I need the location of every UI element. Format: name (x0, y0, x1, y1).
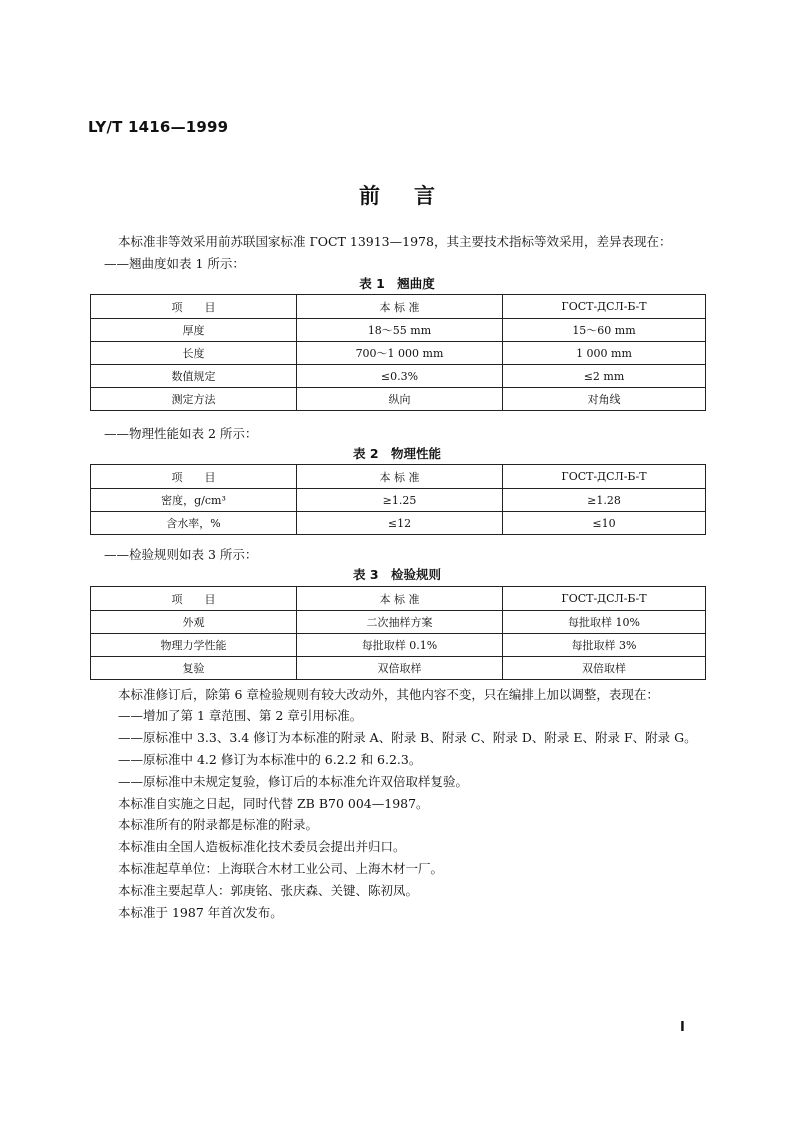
table-cell: ≥1.28 (503, 489, 706, 512)
table-cell: 厚度 (91, 319, 297, 342)
table-row (91, 365, 706, 388)
table-row (91, 657, 706, 680)
table-header-cell: 项 目 (91, 295, 297, 319)
closing-dash-item: ——原标准中未规定复验，修订后的本标准允许双倍取样复验。 (118, 774, 469, 789)
table-cell: 纵向 (297, 388, 503, 411)
table-row (91, 512, 706, 535)
table-row (91, 611, 706, 634)
closing-dash-item: ——原标准中 4.2 修订为本标准中的 6.2.2 和 6.2.3。 (118, 752, 422, 767)
closing-paragraph: 本标准所有的附录都是标准的附录。 (118, 817, 319, 832)
table1-header-row (91, 295, 706, 319)
closing-dash-item: ——原标准中 3.3、3.4 修订为本标准的附录 A、附录 B、附录 C、附录 D、附录 E、附录 F、附录 G。 (118, 730, 697, 745)
table-row (91, 319, 706, 342)
intro-dash-table1: ——翘曲度如表 1 所示： (104, 256, 245, 271)
closing-dash-item: ——增加了第 1 章范围、第 2 章引用标准。 (118, 708, 363, 723)
table-cell: 每批取样 0.1% (297, 634, 503, 657)
table-cell: 数值规定 (91, 365, 297, 388)
table-cell: 700～1 000 mm (297, 342, 503, 365)
table-header-cell: ГОСТ-ДСЛ-Б-Т (503, 465, 706, 489)
table-header-cell: 本 标 准 (297, 465, 503, 489)
table-cell: 外观 (91, 611, 297, 634)
closing-paragraph: 本标准修订后，除第 6 章检验规则有较大改动外，其他内容不变，只在编排上加以调整，表现在： (118, 687, 659, 702)
closing-paragraph: 本标准由全国人造板标准化技术委员会提出并归口。 (118, 839, 406, 854)
table-cell: 复验 (91, 657, 297, 680)
table3 (90, 586, 706, 680)
table-cell: 长度 (91, 342, 297, 365)
table1 (90, 294, 706, 411)
table-cell: 每批取样 10% (503, 611, 706, 634)
table-row (91, 342, 706, 365)
table2-header-row (91, 465, 706, 489)
table-row (91, 388, 706, 411)
table-header-cell: ГОСТ-ДСЛ-Б-Т (503, 587, 706, 611)
table-cell: 含水率，% (91, 512, 297, 535)
table-cell: ≤0.3% (297, 365, 503, 388)
closing-paragraph: 本标准起草单位：上海联合木材工业公司、上海木材一厂。 (118, 861, 444, 876)
table-row (91, 634, 706, 657)
table2 (90, 464, 706, 535)
page-title: 前言 (359, 184, 469, 208)
table-cell: ≤12 (297, 512, 503, 535)
intro-paragraph: 本标准非等效采用前苏联国家标准 ГОСТ 13913—1978，其主要技术指标等效采用，差异表现在： (118, 234, 672, 249)
table-cell: 密度，g/cm³ (91, 489, 297, 512)
table-cell: ≤10 (503, 512, 706, 535)
table-cell: 双倍取样 (503, 657, 706, 680)
table2-caption: 表 2 物理性能 (352, 446, 442, 461)
table-cell: 每批取样 3% (503, 634, 706, 657)
table-cell: 测定方法 (91, 388, 297, 411)
table-cell: 15～60 mm (503, 319, 706, 342)
closing-paragraph: 本标准主要起草人：郭庚铭、张庆森、关键、陈初凤。 (118, 883, 419, 898)
closing-paragraph: 本标准于 1987 年首次发布。 (118, 905, 283, 920)
table-header-cell: ГОСТ-ДСЛ-Б-Т (503, 295, 706, 319)
standard-code: LY/T 1416—1999 (88, 118, 229, 136)
table-row (91, 489, 706, 512)
table-header-cell: 项 目 (91, 587, 297, 611)
table-header-cell: 本 标 准 (297, 587, 503, 611)
table-cell: ≥1.25 (297, 489, 503, 512)
intro-dash-table2: ——物理性能如表 2 所示： (104, 426, 258, 441)
table-cell: 双倍取样 (297, 657, 503, 680)
table-cell: 二次抽样方案 (297, 611, 503, 634)
table1-caption: 表 1 翘曲度 (359, 276, 435, 291)
table3-header-row (91, 587, 706, 611)
table-cell: 1 000 mm (503, 342, 706, 365)
table-cell: ≤2 mm (503, 365, 706, 388)
table-header-cell: 本 标 准 (297, 295, 503, 319)
table-cell: 物理力学性能 (91, 634, 297, 657)
closing-paragraph: 本标准自实施之日起，同时代替 ZB B70 004—1987。 (118, 796, 429, 811)
page-number: Ⅰ (680, 1020, 685, 1035)
table3-caption: 表 3 检验规则 (352, 567, 442, 582)
intro-dash-table3: ——检验规则如表 3 所示： (104, 547, 258, 562)
table-header-cell: 项 目 (91, 465, 297, 489)
table-cell: 对角线 (503, 388, 706, 411)
table-cell: 18～55 mm (297, 319, 503, 342)
